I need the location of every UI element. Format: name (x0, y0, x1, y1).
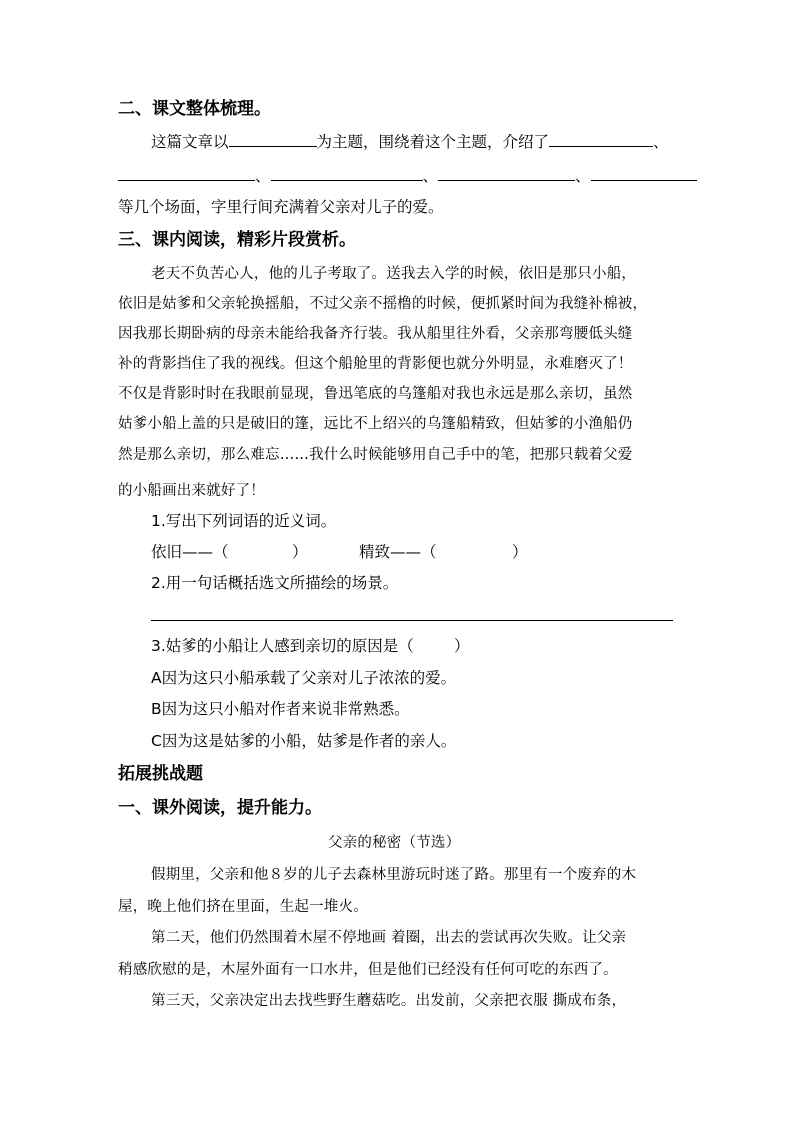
section2-line3: 等几个场面，字里行间充满着父亲对儿子的爱。 (118, 198, 444, 216)
article-line: 假期里，父亲和他８岁的儿子去森林里游玩时迷了路。那里有一个废弃的木 (151, 867, 637, 883)
section2-heading: 二、课文整体梳理。 (118, 99, 271, 119)
section3-heading: 三、课内阅读，精彩片段赏析。 (118, 230, 356, 250)
passage-line: 的小船画出来就好了！ (118, 483, 265, 499)
article-line: 屋，晚上他们挤在里面，生起一堆火。 (118, 899, 368, 915)
q3-answer[interactable] (414, 636, 454, 656)
passage-line: 补的背影挡住了我的视线。但这个船舱里的背影便也就分外明显，永难磨灭了！ (118, 356, 633, 372)
q3-paren-close: ） (454, 637, 470, 655)
blank-scene-4[interactable] (438, 166, 575, 181)
question-1: 1.写出下列词语的近义词。 (151, 512, 337, 530)
passage-line: 依旧是姑爹和父亲轮换摇船，不过父亲不摇橹的时候，便抓紧时间为我缝补棉被， (118, 296, 648, 312)
article-line: 第三天，父亲决定出去找些野生蘑菇吃。出发前，父亲把衣服 撕成布条， (151, 993, 627, 1009)
section2-line1 (151, 132, 669, 152)
extension-title: 拓展挑战题 (118, 764, 203, 784)
blank-scene-2[interactable] (118, 166, 255, 181)
option-a: A因为这只小船承载了父亲对儿子浓浓的爱。 (151, 669, 457, 687)
extension-heading: 一、课外阅读，提升能力。 (118, 798, 322, 818)
q1-paren-close: ） (512, 543, 528, 561)
question-2: 2.用一句话概括选文所描绘的场景。 (151, 574, 399, 592)
separator: 、 (255, 167, 271, 185)
blank-scene-5[interactable] (591, 166, 697, 181)
section2-text-a: 这篇文章以 (151, 133, 229, 151)
question-3: 3.姑爹的小船让人感到亲切的原因是（ (151, 637, 414, 655)
q1-answer-2[interactable] (440, 542, 512, 562)
blank-scene-1[interactable] (549, 132, 653, 147)
article-line: 稍感欣慰的是，木屋外面有一口水井，但是他们已经没有任何可吃的东西了。 (118, 962, 618, 978)
separator: 、 (422, 167, 439, 185)
separator: 、 (575, 167, 591, 185)
option-c: C因为这是姑爹的小船，姑爹是作者的亲人。 (151, 732, 457, 750)
passage-line: 姑爹小船上盖的只是破旧的篷，远比不上绍兴的乌篷船精致，但姑爹的小渔船仍 (118, 416, 633, 432)
passage-line: 然是那么亲切，那么难忘……我什么时候能够用自己手中的笔，把那只载着父爱 (118, 447, 633, 463)
passage-line: 不仅是背影时时在我眼前显现，鲁迅笔底的乌篷船对我也永远是那么亲切，虽然 (118, 386, 633, 402)
blank-scene-3[interactable] (271, 166, 423, 181)
passage-line: 因我那长期卧病的母亲未能给我备齐行装。我从船里往外看，父亲那弯腰低头缝 (118, 326, 633, 342)
option-b: B因为这只小船对作者来说非常熟悉。 (151, 700, 410, 718)
q2-answer-line[interactable] (151, 620, 673, 621)
blank-theme[interactable] (229, 132, 317, 147)
passage-line: 老天不负苦心人，他的儿子考取了。送我去入学的时候，依旧是那只小船， (151, 266, 637, 282)
section2-text-b: 为主题，围绕着这个主题，介绍了 (316, 133, 550, 151)
q1-paren-close: ） (292, 543, 308, 561)
q1-word-1: 依旧——（ (151, 543, 229, 561)
article-title: 父亲的秘密（节选） (328, 835, 461, 851)
separator: 、 (653, 133, 669, 151)
section2-line2 (118, 166, 697, 186)
q1-word-2: 精致——（ (359, 543, 437, 561)
q1-answer-1[interactable] (232, 542, 292, 562)
article-line: 第二天，他们仍然围着木屋不停地画 着圈，出去的尝试再次失败。让父亲 (151, 930, 627, 946)
